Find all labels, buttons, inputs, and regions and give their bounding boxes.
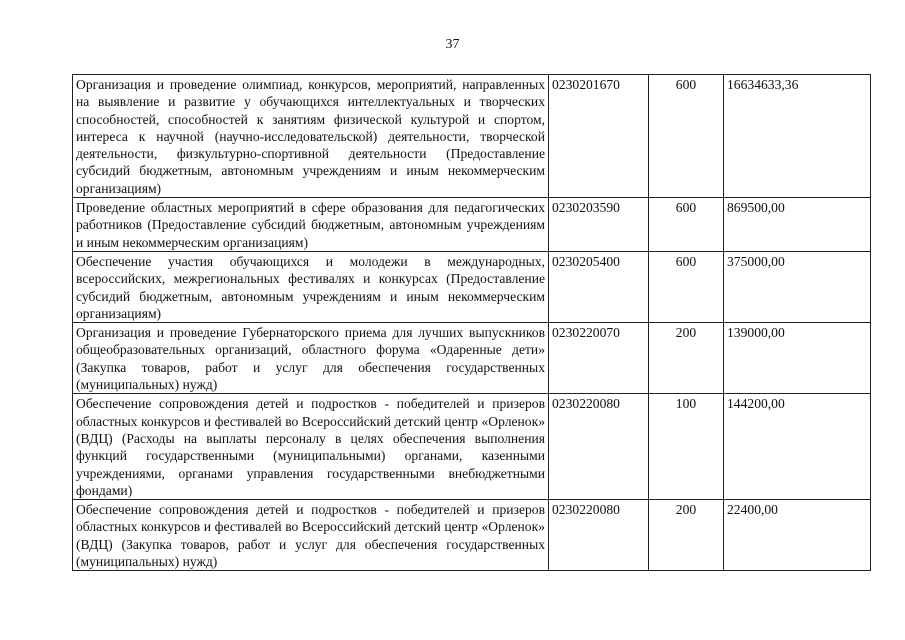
row-description: Проведение областных мероприятий в сфере образования для педагогических работников (Предоставление субсидий бюджетным, автономным учреждениям и иным некоммерческим организациям) — [73, 198, 549, 252]
page-number: 37 — [445, 37, 460, 52]
table-row — [73, 500, 871, 571]
row-expense-type: 600 — [649, 251, 724, 322]
row-amount: 16634633,36 — [724, 75, 871, 198]
row-target-code: 0230220080 — [549, 500, 649, 571]
row-amount: 139000,00 — [724, 323, 871, 394]
row-amount: 22400,00 — [724, 500, 871, 571]
row-target-code: 0230203590 — [549, 198, 649, 252]
row-target-code: 0230220070 — [549, 323, 649, 394]
row-amount: 144200,00 — [724, 394, 871, 500]
row-expense-type: 200 — [649, 323, 724, 394]
row-description: Обеспечение сопровождения детей и подростков - победителей и призеров областных конкурсов и фестивалей во Всероссийский детский центр «Орленок» (ВДЦ) (Расходы на выплаты персоналу в целях обеспечения выполнения функций государственными (муниципальными) органами, казенными учреждениями, органами управления государственными внебюджетными фондами) — [73, 394, 549, 500]
row-target-code: 0230205400 — [549, 251, 649, 322]
row-description: Организация и проведение олимпиад, конкурсов, мероприятий, направленных на выявление и развитие у обучающихся интеллектуальных и творческих способностей, способностей к занятиям физической культурой и спортом, интереса к научной (научно-исследовательской) деятельности, творческой деятельности, физкультурно-спортивной деятельности (Предоставление субсидий бюджетным, автономным учреждениям и иным некоммерческим организациям) — [73, 75, 549, 198]
row-target-code: 0230201670 — [549, 75, 649, 198]
row-expense-type: 200 — [649, 500, 724, 571]
row-amount: 375000,00 — [724, 251, 871, 322]
row-expense-type: 100 — [649, 394, 724, 500]
row-expense-type: 600 — [649, 198, 724, 252]
table-row — [73, 323, 871, 394]
budget-table — [72, 74, 871, 571]
table-row — [73, 251, 871, 322]
row-target-code: 0230220080 — [549, 394, 649, 500]
row-description: Обеспечение участия обучающихся и молодежи в международных, всероссийских, межрегиональных фестивалях и конкурсах (Предоставление субсидий бюджетным, автономным учреждениям и иным некоммерческим организациям) — [73, 251, 549, 322]
table-row — [73, 198, 871, 252]
table-row — [73, 75, 871, 198]
table-row — [73, 394, 871, 500]
row-description: Организация и проведение Губернаторского приема для лучших выпускников общеобразовательных организаций, областного форума «Одаренные дети» (Закупка товаров, работ и услуг для обеспечения государственных (муниципальных) нужд) — [73, 323, 549, 394]
row-description: Обеспечение сопровождения детей и подростков - победителей и призеров областных конкурсов и фестивалей во Всероссийский детский центр «Орленок» (ВДЦ) (Закупка товаров, работ и услуг для обеспечения государственных (муниципальных) нужд) — [73, 500, 549, 571]
row-expense-type: 600 — [649, 75, 724, 198]
row-amount: 869500,00 — [724, 198, 871, 252]
